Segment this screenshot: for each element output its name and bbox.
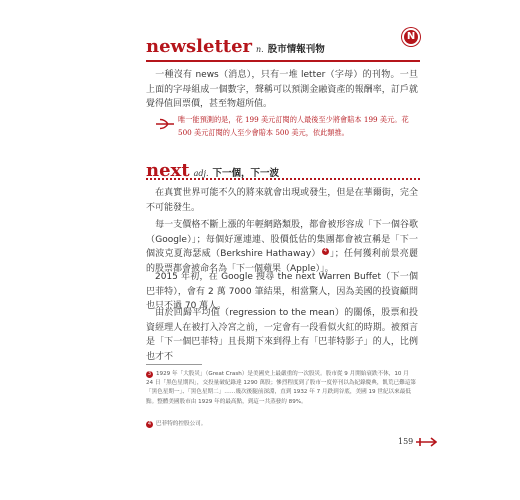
entry-header-newsletter: [146, 36, 325, 57]
footnote-3: 3 1929 年「大股災」（Great Crash）是美國史上最嚴重的一次股災。股市從 9 月開始衰跌不休，10 月 24 日「黑色星期四」，交投量破紀錄達 1290 萬股；慘烈程度到了股市一度停刊以為紀錄慶典，飢荒已難這第「黑色星期一」、「黑色星期二」……幾次後腿前深淵，直到 1932 年 7 月跌到谷底，美國 19 世紀以來最低點。整體美國股市由 1929 年的最高點，到這一共蒸發約 89%。: [146, 371, 417, 405]
header-rule: [146, 60, 420, 62]
entry-body: 一種沒有 news（消息），只有一堆 letter（字母）的刊物。一旦上面的字母組成一個數字，聲稱可以預測金融資產的報酬率，訂戶就覺得值回票價，甚至物超所值。: [146, 70, 418, 110]
part-of-speech: adj.: [193, 169, 209, 178]
paragraph-1: 在真實世界可能不久的將來就會出現或發生，但是在華爾街，完全不可能發生。: [146, 188, 418, 213]
footnote-divider: [146, 364, 202, 365]
section-tab-n: N: [402, 28, 420, 46]
gloss: 下一個，下一波: [212, 168, 280, 179]
pitchfork-icon: [415, 437, 437, 447]
tip-note: 唯一能預測的是，花 199 美元訂閱的人最後至少將會賠本 199 美元。花 500 美元訂閱的人至少會賠本 500 美元，依此類推。: [178, 115, 409, 137]
header-rule-dotted: [146, 178, 420, 180]
headword-newsletter: newsletter: [146, 36, 253, 57]
paragraph-3: 2015 年初，在 Google 搜尋 the next Warren Buffet（下一個巴菲特），會有 2 萬 7000 筆結果，相當驚人，因為美國的投資顧問也只不過 70 萬人。: [146, 272, 418, 312]
part-of-speech: n.: [256, 45, 264, 54]
pitchfork-icon: [155, 118, 175, 130]
footnote-marker[interactable]: 4: [323, 248, 327, 255]
paragraph-2: 每一支價格不斷上漲的年輕網路類股，都會被形容成「下一個谷歌（Google）」；每個好運連連、股價低估的集團都會被宣稱是「下一個波克夏海瑟威（Berkshire Hathaway） 4 」；任何獲利前景亮麗的股票都會被命名為「下一個蘋果（Apple）」。: [146, 220, 418, 274]
headword-next: next: [146, 160, 190, 181]
page-number: 159: [398, 437, 414, 446]
paragraph-4: 由於回歸平均值（regression to the mean）的關係，股票和投資經理人在被打入冷宮之前，一定會有一段看似火紅的時期。被預言是「下一個巴菲特」且長期下來到得上有「巴菲特影子」的人，比例也才不: [146, 308, 418, 362]
gloss: 股市情報刊物: [267, 44, 325, 55]
footnote-4: 4 巴菲特的控股公司。: [147, 421, 207, 427]
